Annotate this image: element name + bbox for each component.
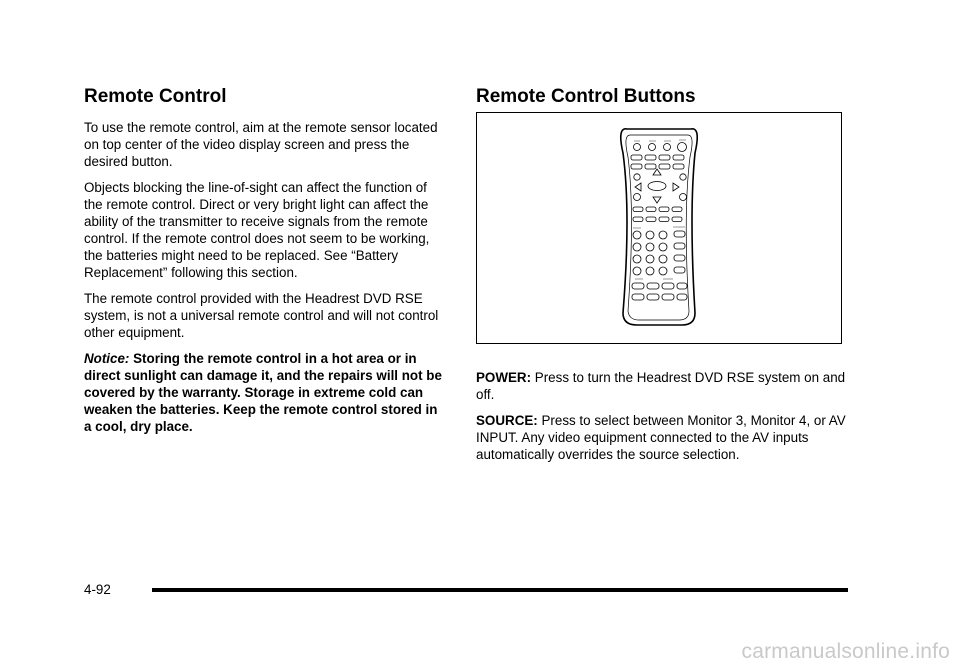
text-power: Press to turn the Headrest DVD RSE system on and off.: [476, 370, 846, 402]
left-column: [84, 86, 448, 444]
term-source: SOURCE:: [476, 413, 538, 428]
remote-control-illustration: [477, 113, 840, 342]
description-power: [476, 369, 848, 403]
paragraph-3: The remote control provided with the Headrest DVD RSE system, is not a universal remote control and will not control other equipment.: [84, 291, 439, 340]
section-heading-remote-control: Remote Control: [84, 86, 227, 107]
watermark: carmanualsonline.info: [741, 640, 950, 663]
notice-label: Notice:: [84, 351, 130, 366]
text-source: Press to select between Monitor 3, Monitor 4, or AV INPUT. Any video equipment connected to the AV inputs automatically overrides the source selection.: [476, 413, 846, 462]
section-heading-remote-control-buttons: Remote Control Buttons: [476, 86, 696, 107]
footer-rule: [152, 588, 848, 592]
term-power: POWER:: [476, 370, 532, 385]
notice-paragraph: [84, 350, 448, 435]
remote-control-figure: [476, 112, 842, 344]
description-source: [476, 412, 848, 463]
button-descriptions: [476, 369, 848, 472]
notice-text: Storing the remote control in a hot area or in direct sunlight can damage it, and the repairs will not be covered by the warranty. Storage in extreme cold can weaken the batteries. Keep the remote control stored in a cool, dry place.: [84, 351, 442, 434]
paragraph-1: To use the remote control, aim at the remote sensor located on top center of the video display screen and press the desired button.: [84, 120, 438, 169]
paragraph-2: Objects blocking the line-of-sight can affect the function of the remote control. Direct or very bright light can affect the ability of the transmitter to receive signals from the remote control. If the remote control does not seem to be working, the batteries might need to be replaced. See “Battery Replacement” following this section.: [84, 180, 430, 280]
page-number: 4-92: [84, 582, 111, 597]
